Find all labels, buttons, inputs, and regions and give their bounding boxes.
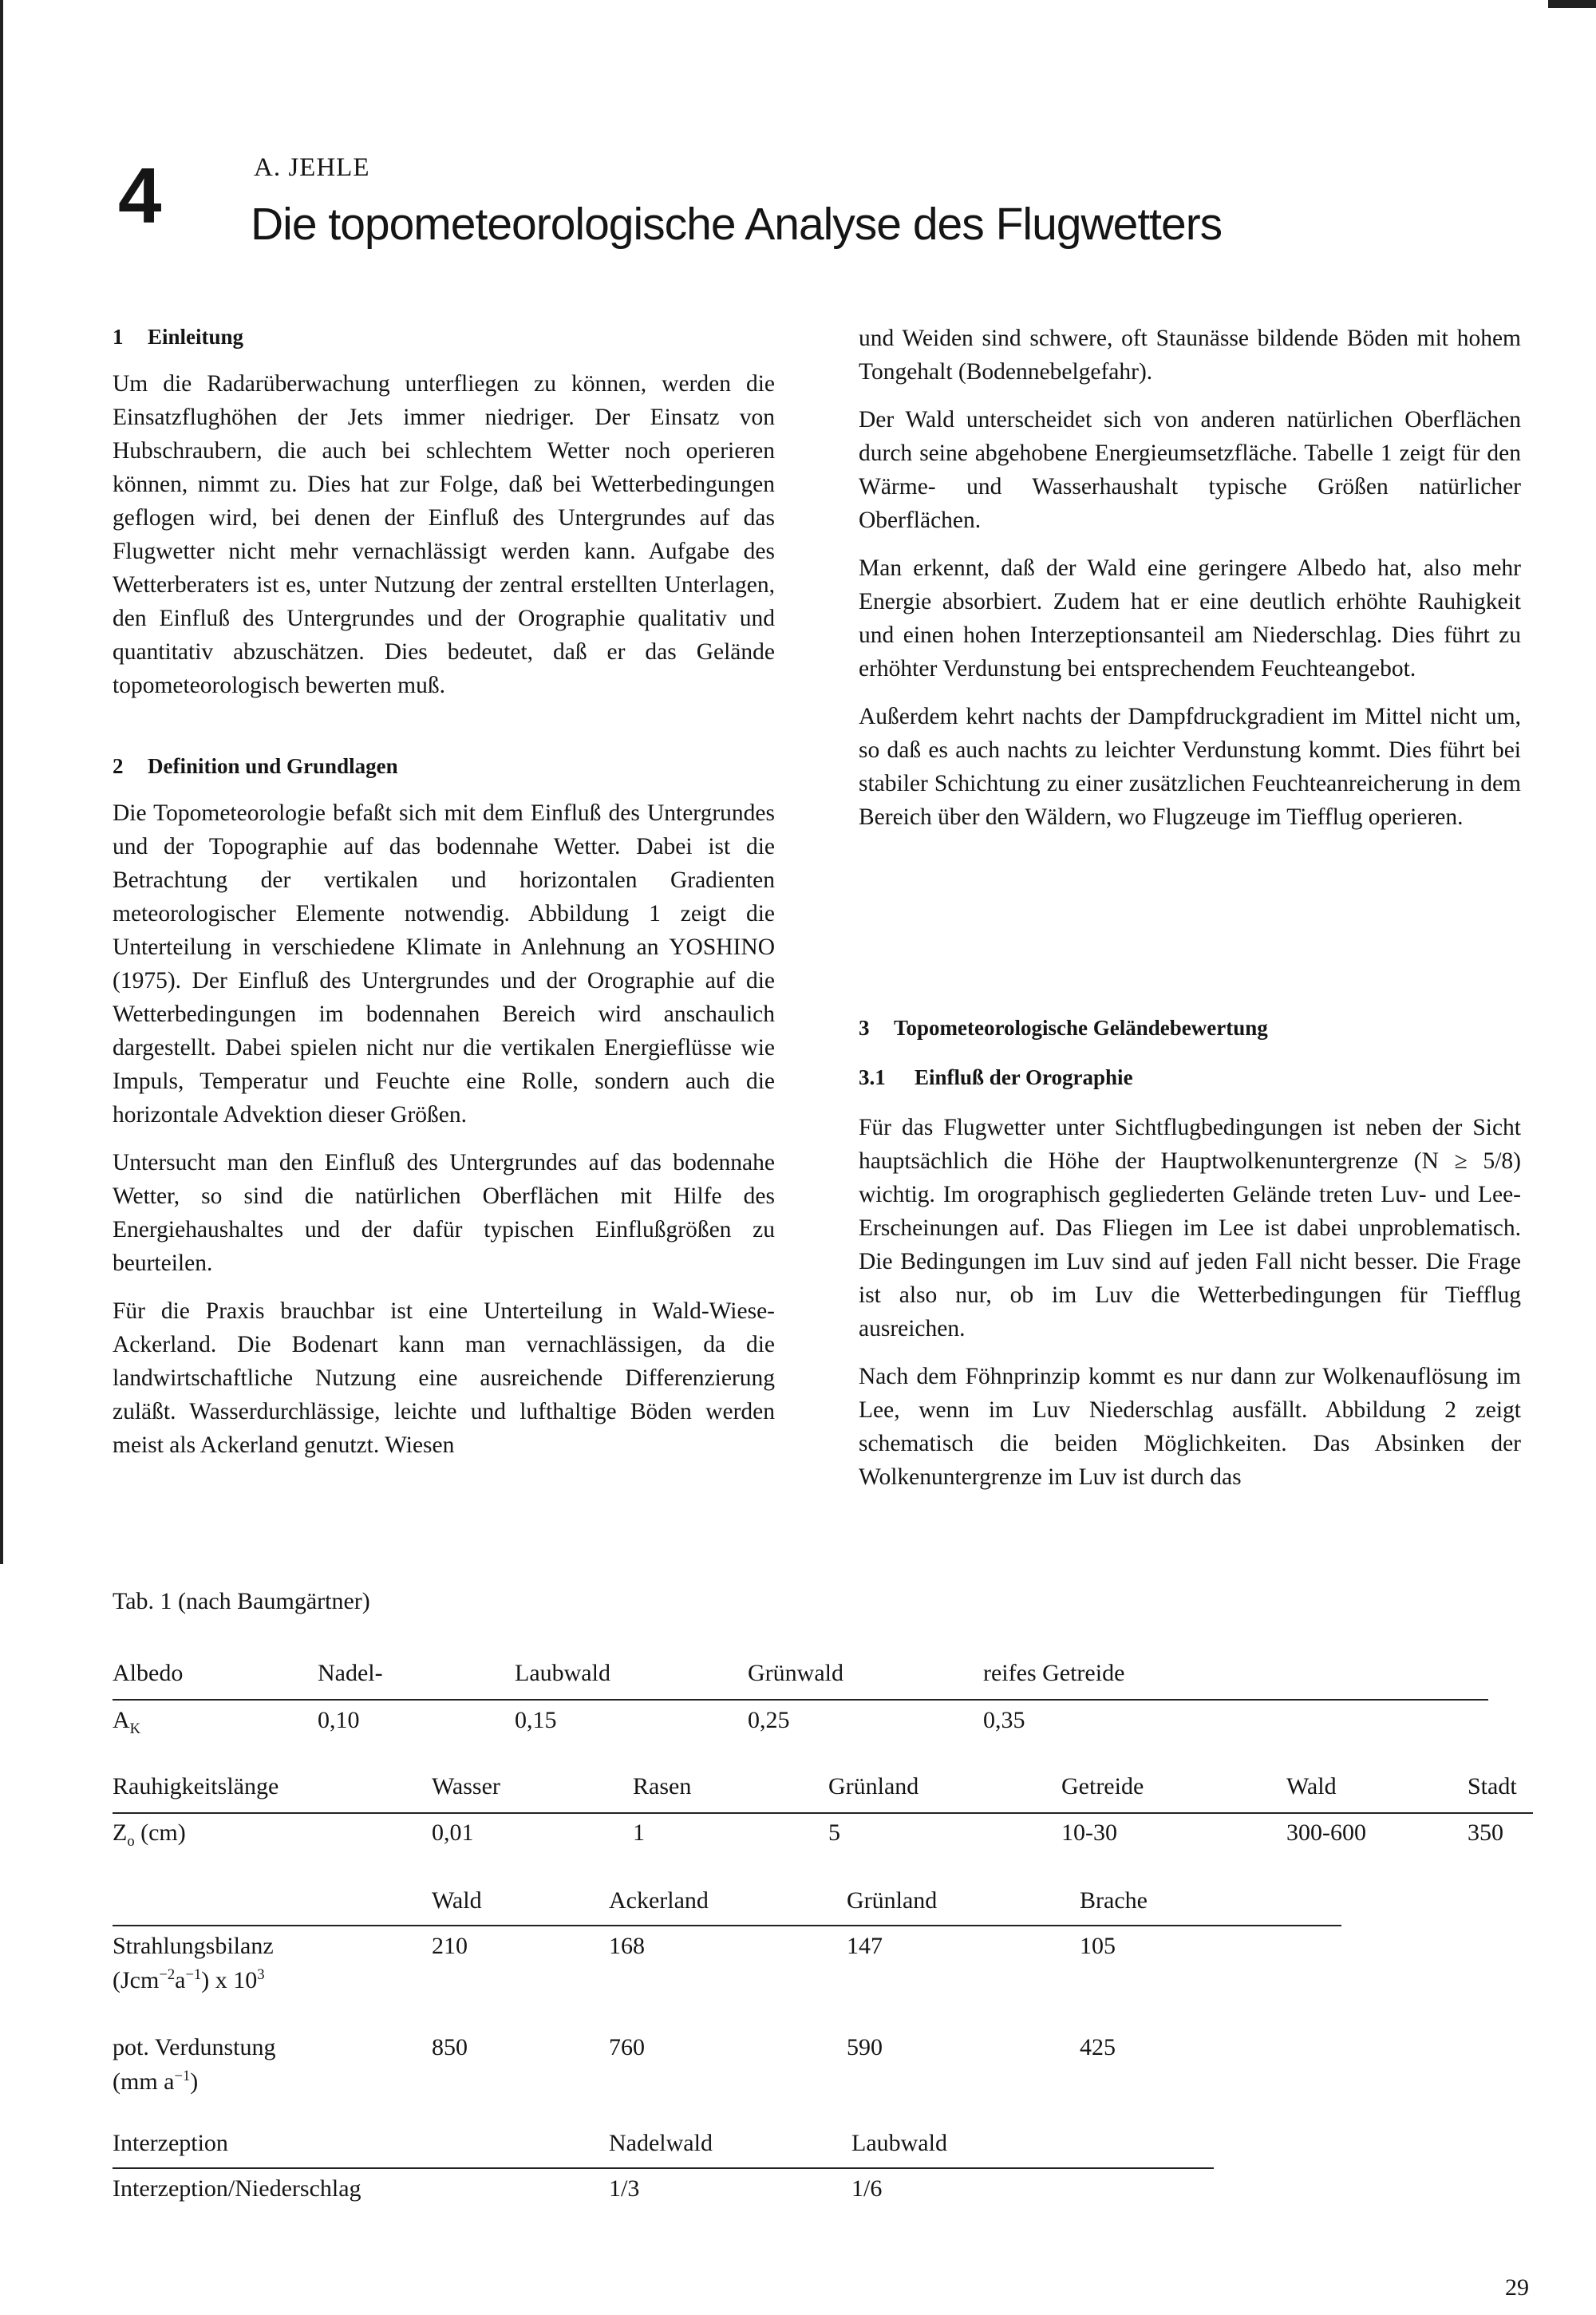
section-title: Einleitung xyxy=(148,325,244,349)
section-title: Definition und Grundlagen xyxy=(148,754,398,778)
scan-corner-mark xyxy=(1548,0,1596,8)
section-number: 3 xyxy=(859,1016,870,1040)
radiation-balance-value: 168 xyxy=(609,1933,645,1959)
roughness-value: 10-30 xyxy=(1061,1819,1117,1846)
right-column xyxy=(859,322,1521,848)
paragraph: Für die Praxis brauchbar ist eine Unterteilung in Wald-Wiese-Ackerland. Die Bodenart kann man vernachlässigen, da die landwirtschaftliche Nutzung eine ausreichende Differenzierung zuläßt. Wasserdurchlässige, leichte und lufthaltige Böden werden meist als Ackerland genutzt. Wiesen xyxy=(113,1298,775,1458)
scan-edge xyxy=(0,0,3,1564)
evaporation-label: pot. Verdunstung xyxy=(113,2034,276,2060)
paragraph: Man erkennt, daß der Wald eine geringere Albedo hat, also mehr Energie absorbiert. Zudem hat er eine deutlich erhöhte Rauhigkeit und einen hohen Interzeptionsanteil am Niederschlag. Dies führt zu erhöhter Verdunstung bei entsprechendem Feuchteangebot. xyxy=(859,555,1521,681)
albedo-header: Laubwald xyxy=(515,1660,610,1686)
table-rule xyxy=(113,1699,1488,1701)
interception-header: Nadelwald xyxy=(609,2130,713,2156)
roughness-label: Rauhigkeitslänge xyxy=(113,1773,279,1799)
radiation-balance-unit: $(Jcm^{-2}a^{-1})$ x $10^3$ xyxy=(113,1966,265,1993)
radiation-balance-value: 147 xyxy=(847,1933,883,1959)
paragraph: Um die Radarüberwachung unterfliegen zu können, werden die Einsatzflughöhen der Jets immer niedriger. Der Einsatz von Hubschraubern, die auch bei schlechtem Wetter noch operieren können, nimmt zu. Dies hat zur Folge, daß bei Wetterbedingungen geflogen wird, bei denen der Einfluß des Untergrundes auf das Flugwetter nicht mehr vernachlässigt werden kann. Aufgabe des Wetterberaters ist es, unter Nutzung der zentral erstellten Unterlagen, den Einfluß des Untergrundes und der Orographie qualitativ und quantitativ abzuschätzen. Dies bedeutet, daß er das Gelände topometeorologisch bewerten muß. xyxy=(113,371,775,698)
paragraph: Der Wald unterscheidet sich von anderen natürlichen Oberflächen durch seine abgehobene Energieumsetzfläche. Tabelle 1 zeigt für den Wärme- und Wasserhaushalt typische Größen natürlicher Oberflächen. xyxy=(859,407,1521,533)
radiation-balance-value: 210 xyxy=(432,1933,468,1959)
chapter-title: Die topometeorologische Analyse des Flugwetters xyxy=(251,199,1223,250)
paragraph: Außerdem kehrt nachts der Dampfdruckgradient im Mittel nicht um, so daß es auch nachts zu leichter Verdunstung kommt. Dies führt bei stabiler Schichtung zu einer zusätzlichen Feuchteanreicherung in dem Bereich über den Wäldern, wo Flugzeuge im Tiefflug operieren. xyxy=(859,704,1521,830)
page-number: 29 xyxy=(1505,2274,1529,2301)
interception-label: Interzeption xyxy=(113,2130,228,2156)
albedo-header: Grünwald xyxy=(748,1660,843,1686)
radiation-balance-value: 105 xyxy=(1080,1933,1116,1959)
albedo-value: 0,15 xyxy=(515,1707,557,1733)
albedo-label: Albedo xyxy=(113,1660,184,1686)
section-title: Topometeorologische Geländebewertung xyxy=(894,1016,1268,1040)
paragraph: Nach dem Föhnprinzip kommt es nur dann zur Wolkenauflösung im Lee, wenn im Luv Niederschlag ausfällt. Abbildung 2 zeigt schematisch die beiden Möglichkeiten. Das Absinken der Wolkenuntergrenze im Luv ist durch das xyxy=(859,1364,1521,1490)
energy-header: Wald xyxy=(432,1887,482,1914)
section-3-heading xyxy=(859,1012,1521,1044)
table-caption: Tab. 1 (nach Baumgärtner) xyxy=(113,1588,370,1614)
roughness-header: Rasen xyxy=(633,1773,692,1799)
roughness-value: 1 xyxy=(633,1819,645,1846)
albedo-value: 0,10 xyxy=(318,1707,360,1733)
roughness-value: 5 xyxy=(828,1819,840,1846)
subsection-title: Einfluß der Orographie xyxy=(915,1065,1133,1089)
roughness-header: Stadt xyxy=(1468,1773,1517,1799)
albedo-header: Nadel- xyxy=(318,1660,383,1686)
albedo-value: 0,35 xyxy=(983,1707,1025,1733)
radiation-balance-label: Strahlungsbilanz xyxy=(113,1933,274,1959)
roughness-value: 350 xyxy=(1468,1819,1503,1846)
paragraph: und Weiden sind schwere, oft Staunässe bildende Böden mit hohem Tongehalt (Bodennebelgefahr). xyxy=(859,326,1521,385)
table-rule xyxy=(113,1925,1341,1926)
interception-row-label: Interzeption/Niederschlag xyxy=(113,2175,361,2202)
evaporation-unit: (mm $a^{-1}$) xyxy=(113,2068,199,2095)
section-1-heading xyxy=(113,321,775,353)
paragraph: Untersucht man den Einfluß des Untergrundes auf das bodennahe Wetter, so sind die natürlichen Oberflächen mit Hilfe des Energiehaushaltes und der dafür typischen Einflußgrößen zu beurteilen. xyxy=(113,1150,775,1276)
table-rule xyxy=(113,1812,1533,1814)
interception-value: 1/3 xyxy=(609,2175,640,2202)
interception-value: 1/6 xyxy=(851,2175,883,2202)
subsection-number: 3.1 xyxy=(859,1065,886,1089)
albedo-row-label: $A_K$ xyxy=(113,1707,141,1737)
interception-header: Laubwald xyxy=(851,2130,947,2156)
paragraph: Für das Flugwetter unter Sichtflugbedingungen ist neben der Sicht hauptsächlich die Höhe der Hauptwolkenuntergrenze (N ≥ 5/8) wichtig. Im orographisch gegliederten Gelände treten Luv- und Lee-Erscheinungen auf. Das Fliegen im Lee ist dabei unproblematisch. Die Bedingungen im Luv sind auf jeden Fall nicht besser. Die Frage ist also nur, ob im Luv die Wetterbedingungen für Tiefflug ausreichen. xyxy=(859,1115,1521,1341)
roughness-value: 0,01 xyxy=(432,1819,474,1846)
evaporation-value: 760 xyxy=(609,2034,645,2060)
roughness-header: Getreide xyxy=(1061,1773,1144,1799)
roughness-value: 300-600 xyxy=(1286,1819,1366,1846)
table-1 xyxy=(113,1660,1533,2234)
roughness-header: Wasser xyxy=(432,1773,500,1799)
paragraph: Die Topometeorologie befaßt sich mit dem Einfluß des Untergrundes und der Topographie auf das bodennahe Wetter. Dabei ist die Betrachtung der vertikalen und horizontalen Gradienten meteorologischer Elemente notwendig. Abbildung 1 zeigt die Unterteilung in verschiedene Klimate in Anlehnung an YOSHINO (1975). Der Einfluß des Untergrundes und der Orographie auf die Wetterbedingungen im bodennahen Bereich wird anschaulich dargestellt. Dabei spielen nicht nur die vertikalen Energieflüsse wie Impuls, Temperatur und Feuchte eine Rolle, sondern auch die horizontale Advektion dieser Größen. xyxy=(113,800,775,1128)
evaporation-value: 590 xyxy=(847,2034,883,2060)
roughness-row-label: $Z_o$ (cm) xyxy=(113,1819,186,1850)
roughness-header: Wald xyxy=(1286,1773,1337,1799)
right-column-section-3 xyxy=(859,1012,1521,1508)
section-number: 1 xyxy=(113,325,124,349)
chapter-number: 4 xyxy=(118,152,162,239)
author: A. JEHLE xyxy=(254,153,370,182)
energy-header: Grünland xyxy=(847,1887,938,1914)
evaporation-value: 425 xyxy=(1080,2034,1116,2060)
energy-header: Brache xyxy=(1080,1887,1148,1914)
albedo-value: 0,25 xyxy=(748,1707,790,1733)
left-column xyxy=(113,321,775,1476)
evaporation-value: 850 xyxy=(432,2034,468,2060)
roughness-header: Grünland xyxy=(828,1773,919,1799)
table-rule xyxy=(113,2167,1214,2169)
albedo-header: reifes Getreide xyxy=(983,1660,1125,1686)
energy-header: Ackerland xyxy=(609,1887,709,1914)
section-2-heading xyxy=(113,750,775,782)
section-number: 2 xyxy=(113,754,124,778)
subsection-3-1-heading xyxy=(859,1061,1521,1093)
